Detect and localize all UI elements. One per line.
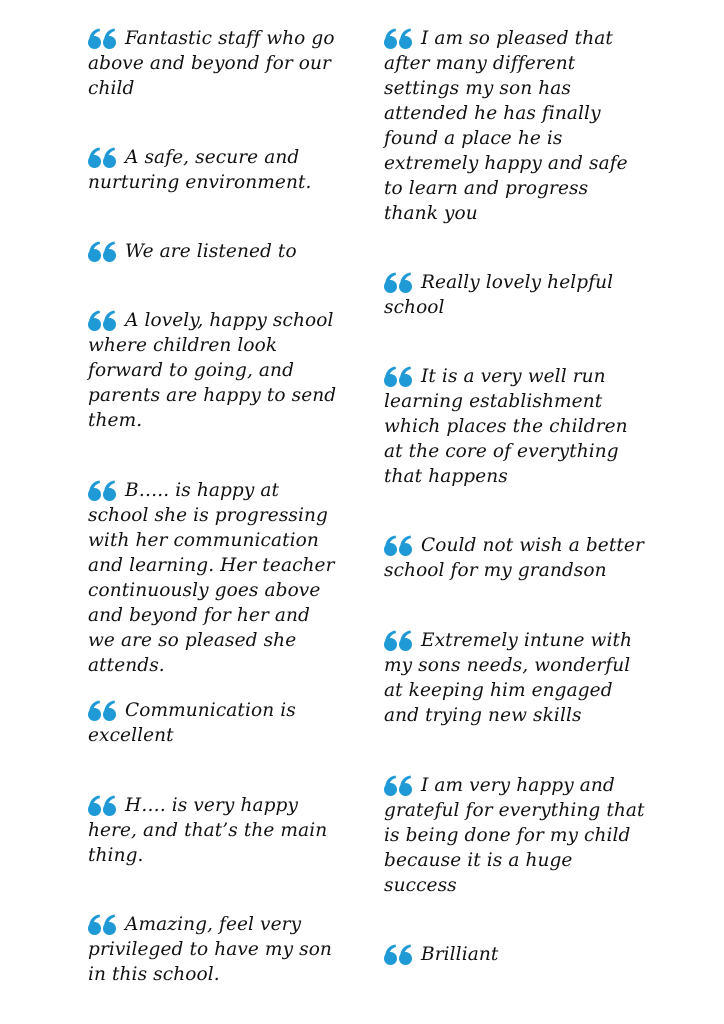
testimonial-text: A safe, secure and nurturing environment.	[88, 147, 312, 193]
quotation-mark-icon	[88, 914, 117, 936]
testimonial	[88, 793, 340, 868]
quotation-mark-icon	[384, 366, 413, 388]
testimonial	[88, 145, 340, 195]
testimonial	[384, 773, 646, 898]
quotation-mark-icon	[88, 310, 117, 332]
testimonial	[384, 533, 646, 583]
testimonial-text: I am very happy and grateful for everything that is being done for my child because it is a huge success	[384, 775, 645, 896]
quotation-mark-icon	[88, 700, 117, 722]
testimonial-text: H…. is very happy here, and that’s the main thing.	[88, 795, 328, 866]
testimonial-text: Extremely intune with my sons needs, wonderful at keeping him engaged and trying new skills	[384, 630, 633, 726]
testimonial-text: It is a very well run learning establishment which places the children at the core of everything that happens	[384, 366, 628, 487]
quotation-mark-icon	[88, 28, 117, 50]
testimonial-text: Could not wish a better school for my grandson	[384, 535, 644, 581]
quotation-mark-icon	[88, 147, 117, 169]
quotation-mark-icon	[88, 480, 117, 502]
testimonial	[88, 308, 340, 433]
testimonial-text: Communication is excellent	[88, 700, 296, 746]
quotation-mark-icon	[384, 944, 413, 966]
testimonial	[88, 478, 340, 678]
testimonial	[88, 698, 340, 748]
quotation-mark-icon	[384, 775, 413, 797]
testimonial	[88, 912, 340, 987]
testimonial	[88, 239, 340, 264]
testimonial	[384, 270, 646, 320]
testimonial-text: A lovely, happy school where children look forward to going, and parents are happy to send them.	[88, 310, 337, 431]
testimonial-text: B….. is happy at school she is progressing with her communication and learning. Her teacher continuously goes above and beyond for her and we are so pleased she attends.	[88, 480, 335, 676]
testimonial-text: Really lovely helpful school	[384, 272, 614, 318]
quotation-mark-icon	[384, 28, 413, 50]
testimonial-text: We are listened to	[125, 241, 297, 262]
testimonial-text: I am so pleased that after many different settings my son has attended he has finally found a place he is extremely happy and safe to learn and progress thank you	[384, 28, 628, 224]
testimonial	[384, 628, 646, 728]
quotation-mark-icon	[384, 535, 413, 557]
quotation-mark-icon	[88, 241, 117, 263]
testimonial	[384, 942, 646, 967]
testimonial	[384, 26, 646, 226]
testimonial	[88, 26, 340, 101]
quotation-mark-icon	[88, 795, 117, 817]
testimonial-text: Brilliant	[421, 944, 499, 965]
quotation-mark-icon	[384, 630, 413, 652]
testimonial	[384, 364, 646, 489]
testimonial-text: Fantastic staff who go above and beyond for our child	[88, 28, 335, 99]
quotation-mark-icon	[384, 272, 413, 294]
testimonial-text: Amazing, feel very privileged to have my son in this school.	[88, 914, 332, 985]
